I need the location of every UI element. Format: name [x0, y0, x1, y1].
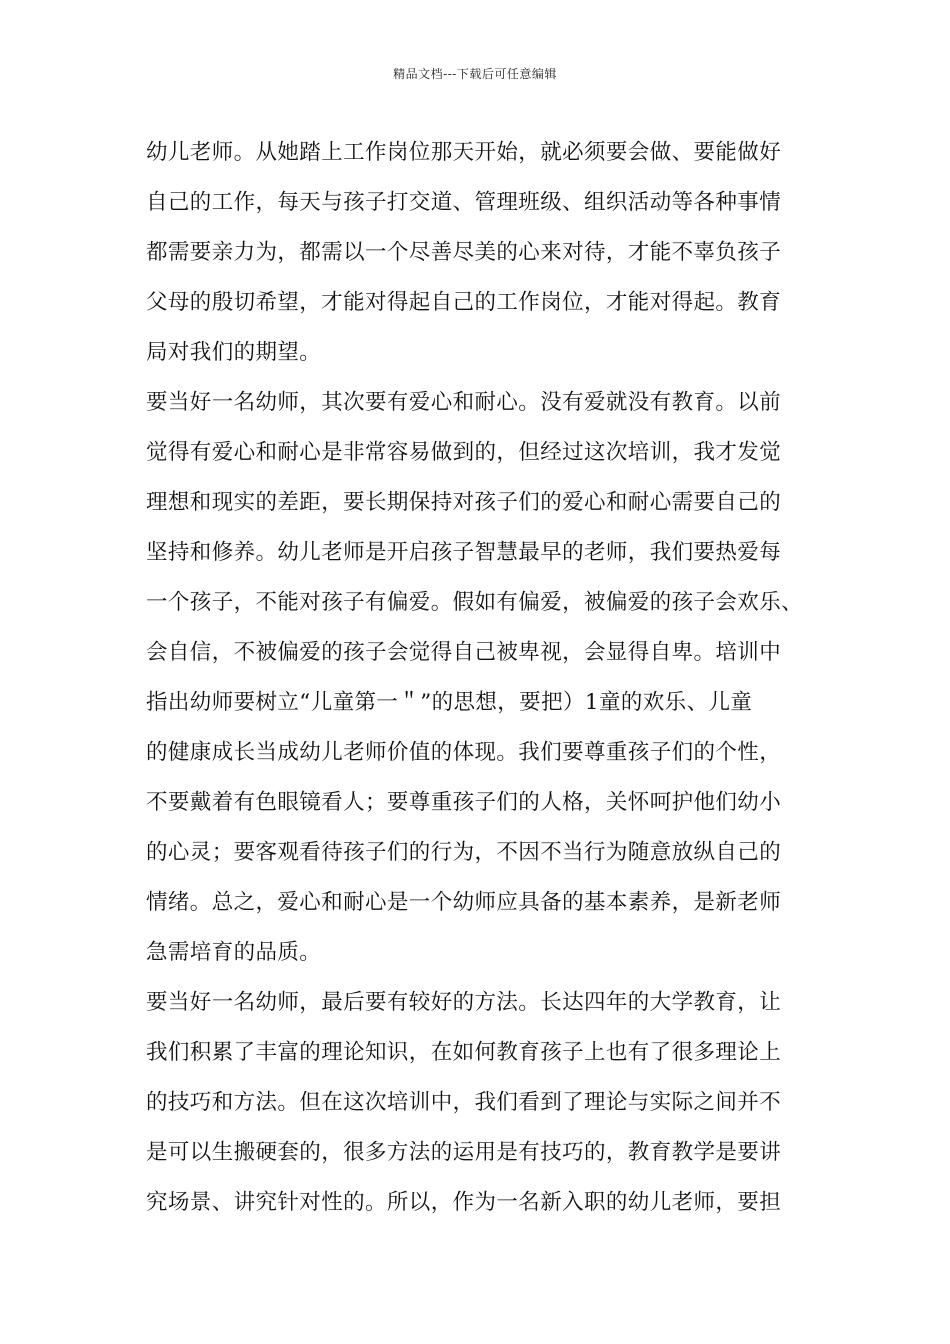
- text-line: 觉得有爱心和耐心是非常容易做到的，但经过这次培训，我才发觉: [146, 440, 782, 465]
- text-line: 要当好一名幼师，最后要有较好的方法。长达四年的大学教育，让: [146, 990, 782, 1015]
- text-line: 急需培育的品质。: [146, 940, 322, 965]
- text-line: 都需要亲力为，都需以一个尽善尽美的心来对待，才能不辜负孩子: [146, 240, 782, 265]
- text-line: 一个孩子，不能对孩子有偏爱。假如有偏爱，被偏爱的孩子会欢乐、: [146, 590, 804, 615]
- text-line: 是可以生搬硬套的，很多方法的运用是有技巧的，教育教学是要讲: [146, 1140, 782, 1165]
- text-line: 指出幼师要树立“儿童第一＂”的思想，要把）1童的欢乐、儿童: [146, 690, 753, 715]
- text-line: 自己的工作，每天与孩子打交道、管理班级、组织活动等各种事情: [146, 190, 782, 215]
- text-line: 父母的殷切希望，才能对得起自己的工作岗位，才能对得起。教育: [146, 290, 782, 315]
- text-line: 不要戴着有色眼镜看人；要尊重孩子们的人格，关怀呵护他们幼小: [146, 790, 782, 815]
- document-body: [146, 128, 846, 1228]
- text-line: 坚持和修养。幼儿老师是开启孩子智慧最早的老师，我们要热爱每: [146, 540, 782, 565]
- text-line: 幼儿老师。从她踏上工作岗位那天开始，就必须要会做、要能做好: [146, 140, 782, 165]
- text-line: 情绪。总之，爱心和耐心是一个幼师应具备的基本素养，是新老师: [146, 890, 782, 915]
- text-line: 的心灵；要客观看待孩子们的行为，不因不当行为随意放纵自己的: [146, 840, 782, 865]
- text-line: 会自信，不被偏爱的孩子会觉得自己被卑视，会显得自卑。培训中: [146, 640, 782, 665]
- page-header: 精品文档---下载后可任意编辑: [393, 67, 557, 81]
- text-line: 的技巧和方法。但在这次培训中，我们看到了理论与实际之间并不: [146, 1090, 782, 1115]
- text-line: 局对我们的期望。: [146, 340, 322, 365]
- text-line: 究场景、讲究针对性的。所以，作为一名新入职的幼儿老师，要担: [146, 1190, 782, 1215]
- text-line: 要当好一名幼师，其次要有爱心和耐心。没有爱就没有教育。以前: [146, 390, 782, 415]
- text-line: 我们积累了丰富的理论知识，在如何教育孩子上也有了很多理论上: [146, 1040, 782, 1065]
- text-line: 的健康成长当成幼儿老师价值的体现。我们要尊重孩子们的个性，: [146, 740, 782, 765]
- text-line: 理想和现实的差距，要长期保持对孩子们的爱心和耐心需要自己的: [146, 490, 782, 515]
